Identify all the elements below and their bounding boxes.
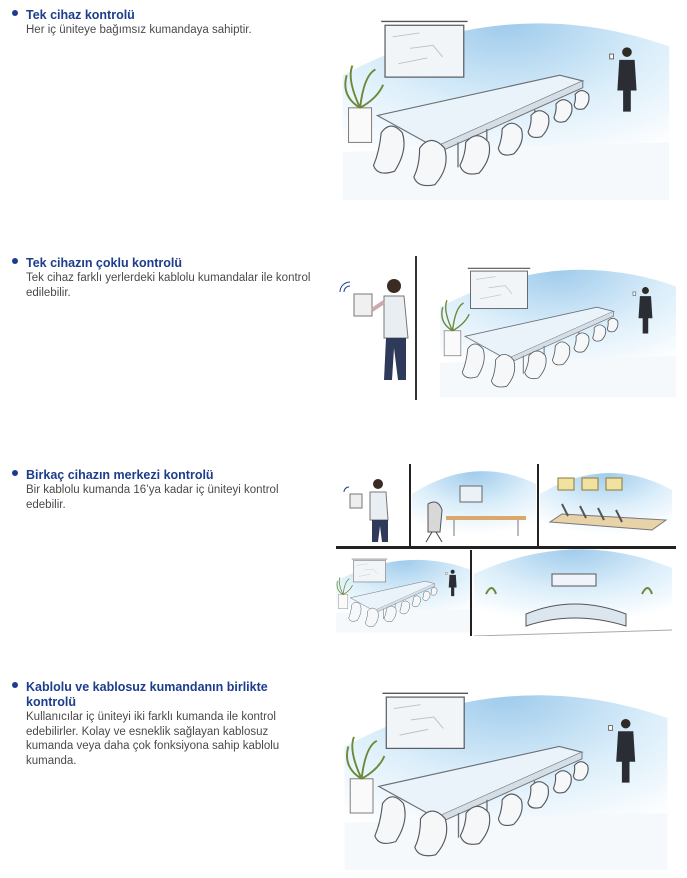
bullet-icon [12,10,18,16]
feature-description: Tek cihaz farklı yerlerdeki kablolu kumandalar ile kontrol edilebilir. [26,272,311,299]
remote-controller-icon [354,294,372,316]
feature-description: Bir kablolu kumanda 16’ya kadar iç üniteyi kontrol edebilir. [26,484,279,511]
wall-controller-illustration [338,256,438,400]
bullet-icon [12,258,18,264]
meeting-room-illustration [336,680,676,870]
meeting-room-illustration [336,8,676,200]
meeting-room-illustration [440,256,676,400]
bullet-icon [12,470,18,476]
feature-title: Kablolu ve kablosuz kumandanın birlikte kontrolü [26,680,268,709]
multi-room-illustration [336,464,676,636]
feature-title: Tek cihaz kontrolü [26,8,135,22]
bullet-icon [12,682,18,688]
feature-description: Her iç üniteye bağımsız kumandaya sahiptir. [26,24,252,36]
feature-description: Kullanıcılar iç üniteyi iki farklı kumanda ile kontrol edebilirler. Kolay ve esneklik sağlayan kablosuz kumanda veya daha çok fonksiyona sahip kablolu kumanda. [26,711,280,767]
feature-title: Tek cihazın çoklu kontrolü [26,256,183,270]
feature-title: Birkaç cihazın merkezi kontrolü [26,468,214,482]
